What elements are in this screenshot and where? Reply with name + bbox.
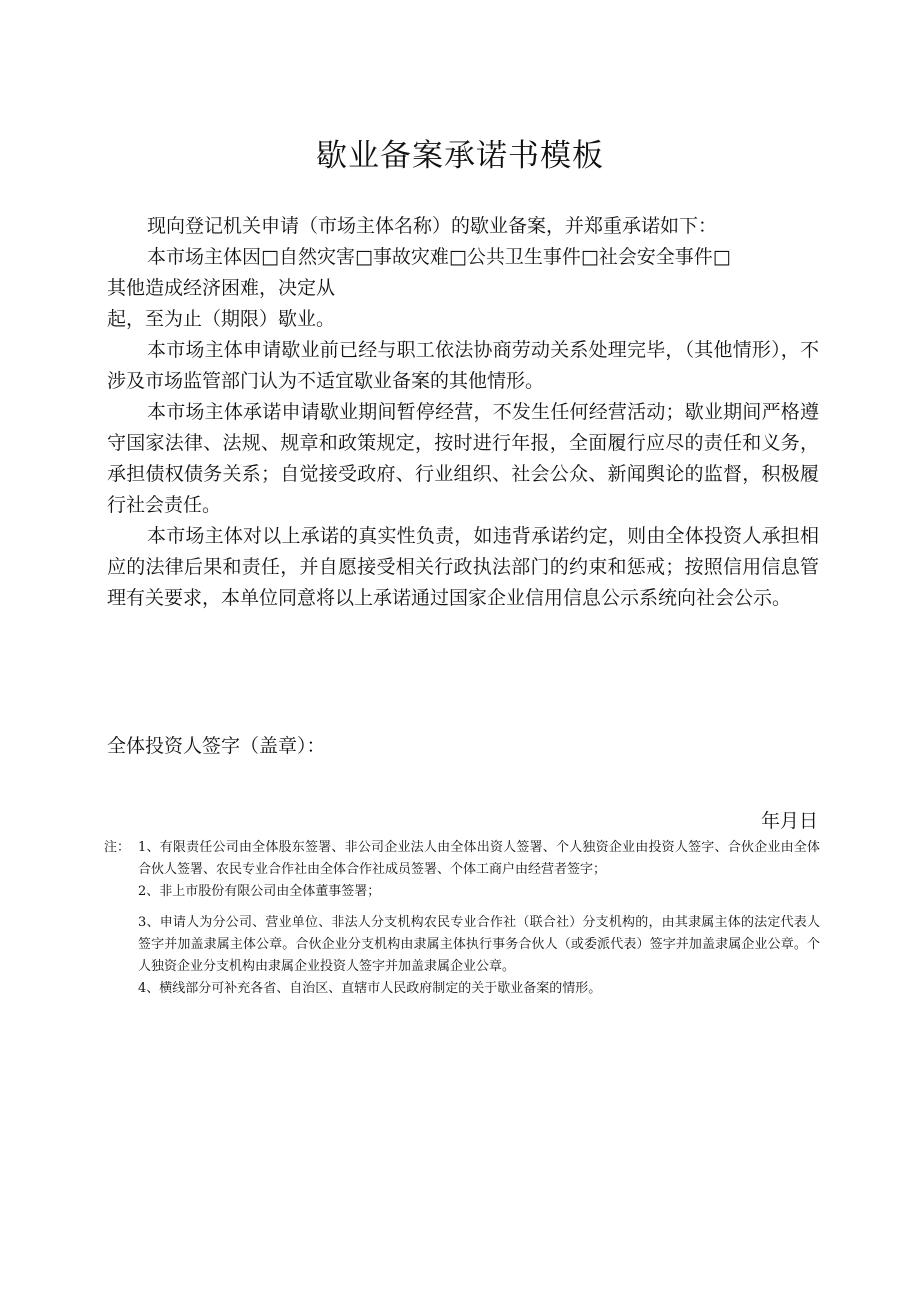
note-item <box>104 978 820 1000</box>
date-label: 年月日 <box>760 810 818 832</box>
note-text-4: 4、横线部分可补充各省、自治区、直辖市人民政府制定的关于歇业备案的情形。 <box>138 981 602 996</box>
note-item <box>104 912 820 978</box>
note-item <box>104 837 820 881</box>
notes-prefix: 注： <box>104 840 131 855</box>
signature-label: 全体投资人签字（盖章）： <box>107 735 326 757</box>
note-text-3: 3、申请人为分公司、营业单位、非法人分支机构农民专业合作社（联合社）分支机构的，由其隶属主体的法定代表人签字并加盖隶属主体公章。合伙企业分支机构由隶属主体执行事务合伙人（或委派代表）签字并加盖隶属企业公章。个人独资企业分支机构由隶属企业投资人签字并加盖隶属企业公章。 <box>138 915 820 974</box>
intro-paragraph: 现向登记机关申请（市场主体名称）的歇业备案，并郑重承诺如下： <box>147 215 718 237</box>
commitment-paragraph: 本市场主体承诺申请歇业期间暂停经营，不发生任何经营活动；歇业期间严格遵守国家法律、法规、规章和政策规定，按时进行年报，全面履行应尽的责任和义务，承担债权债务关系；自觉接受政府、行业组织、社会公众、新闻舆论的监督，积极履行社会责任。 <box>107 401 819 516</box>
reason-line-3: 起，至为止（期限）歇业。 <box>107 308 336 330</box>
note-text-2: 2、非上市股份有限公司由全体董事签署； <box>138 884 381 899</box>
reason-line-1: 本市场主体因□自然灾害□事故灾难□公共卫生事件□社会安全事件□ <box>147 246 731 268</box>
notes-section <box>104 837 820 1000</box>
document-title: 歇业备案承诺书模板 <box>316 138 604 174</box>
truthfulness-paragraph: 本市场主体对以上承诺的真实性负责，如违背承诺约定，则由全体投资人承担相应的法律后果和责任，并自愿接受相关行政执法部门的约束和惩戒；按照信用信息管理有关要求，本单位同意将以上承诺通过国家企业信用信息公示系统向社会公示。 <box>107 525 819 609</box>
note-item <box>104 881 820 903</box>
labor-paragraph: 本市场主体申请歇业前已经与职工依法协商劳动关系处理完毕，（其他情形），不涉及市场监管部门认为不适宜歇业备案的其他情形。 <box>107 339 819 392</box>
commitment-body <box>107 211 819 614</box>
reason-line-2: 其他造成经济困难，决定从 <box>107 277 336 299</box>
note-text-1: 1、有限责任公司由全体股东签署、非公司企业法人由全体出资人签署、个人独资企业由投资人签字、合伙企业由全体合伙人签署、农民专业合作社由全体合作社成员签署、个体工商户由经营者签字； <box>138 840 820 877</box>
